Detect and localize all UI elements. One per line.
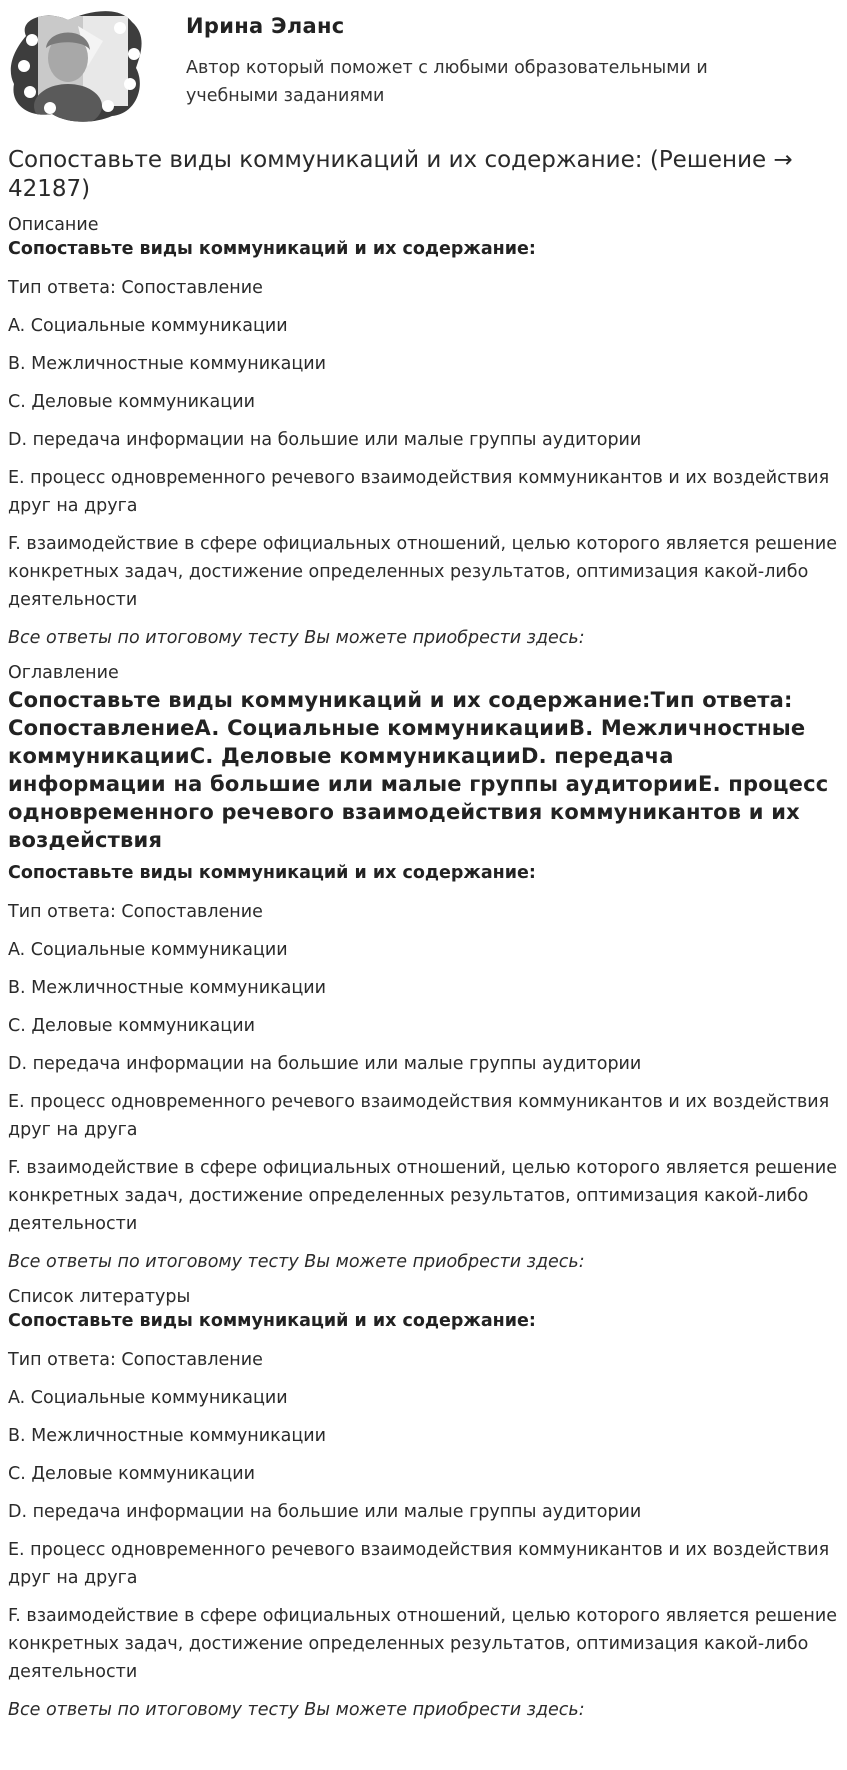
question-heading: Сопоставьте виды коммуникаций и их содержание: (8, 239, 536, 259)
literature-label: Список литературы (8, 1287, 191, 1307)
option-a: A. Социальные коммуникации (8, 1388, 288, 1408)
all-answers-note: Все ответы по итоговому тесту Вы можете приобрести здесь: (8, 1700, 585, 1720)
main-content (8, 146, 838, 1734)
option-f: F. взаимодействие в сфере официальных отношений, целью которого является решение конкретных задач, достижение определенных результатов, оптимизация какой-либо деятельности (8, 1158, 838, 1234)
question-heading: Сопоставьте виды коммуникаций и их содержание: (8, 1311, 536, 1331)
toc-label: Оглавление (8, 663, 119, 683)
description-label: Описание (8, 215, 99, 235)
option-a: A. Социальные коммуникации (8, 940, 288, 960)
option-b: B. Межличностные коммуникации (8, 1426, 327, 1446)
author-avatar[interactable] (8, 6, 148, 124)
option-d: D. передача информации на большие или малые группы аудитории (8, 430, 642, 450)
option-f: F. взаимодействие в сфере официальных отношений, целью которого является решение конкретных задач, достижение определенных результатов, оптимизация какой-либо деятельности (8, 534, 838, 610)
question-heading: Сопоставьте виды коммуникаций и их содержание: (8, 863, 536, 883)
option-d: D. передача информации на большие или малые группы аудитории (8, 1502, 642, 1522)
option-e: E. процесс одновременного речевого взаимодействия коммуникантов и их воздействия друг на друга (8, 468, 830, 516)
option-c: C. Деловые коммуникации (8, 1016, 255, 1036)
author-bio: Автор который поможет с любыми образовательными и учебными заданиями (186, 58, 708, 106)
answer-type: Тип ответа: Сопоставление (8, 902, 263, 922)
answer-type: Тип ответа: Сопоставление (8, 278, 263, 298)
option-d: D. передача информации на большие или малые группы аудитории (8, 1054, 642, 1074)
option-b: B. Межличностные коммуникации (8, 354, 327, 374)
option-c: C. Деловые коммуникации (8, 392, 255, 412)
option-e: E. процесс одновременного речевого взаимодействия коммуникантов и их воздействия друг на друга (8, 1092, 830, 1140)
option-e: E. процесс одновременного речевого взаимодействия коммуникантов и их воздействия друг на друга (8, 1540, 830, 1588)
author-name[interactable]: Ирина Эланс (186, 14, 345, 38)
toc-heading: Сопоставьте виды коммуникаций и их содержание:Тип ответа: СопоставлениеA. Социальные коммуникацииB. Межличностные коммуникацииC. Деловые коммуникацииD. передача информации на большие или малые группы аудиторииE. процесс одновременного речевого взаимодействия коммуникантов и их воздействия (8, 688, 829, 852)
option-f: F. взаимодействие в сфере официальных отношений, целью которого является решение конкретных задач, достижение определенных результатов, оптимизация какой-либо деятельности (8, 1606, 838, 1682)
option-b: B. Межличностные коммуникации (8, 978, 327, 998)
page-title: Сопоставьте виды коммуникаций и их содержание: (Решение → 42187) (8, 147, 793, 202)
all-answers-note: Все ответы по итоговому тесту Вы можете приобрести здесь: (8, 628, 585, 648)
author-block (8, 6, 838, 124)
option-a: A. Социальные коммуникации (8, 316, 288, 336)
all-answers-note: Все ответы по итоговому тесту Вы можете приобрести здесь: (8, 1252, 585, 1272)
answer-type: Тип ответа: Сопоставление (8, 1350, 263, 1370)
option-c: C. Деловые коммуникации (8, 1464, 255, 1484)
